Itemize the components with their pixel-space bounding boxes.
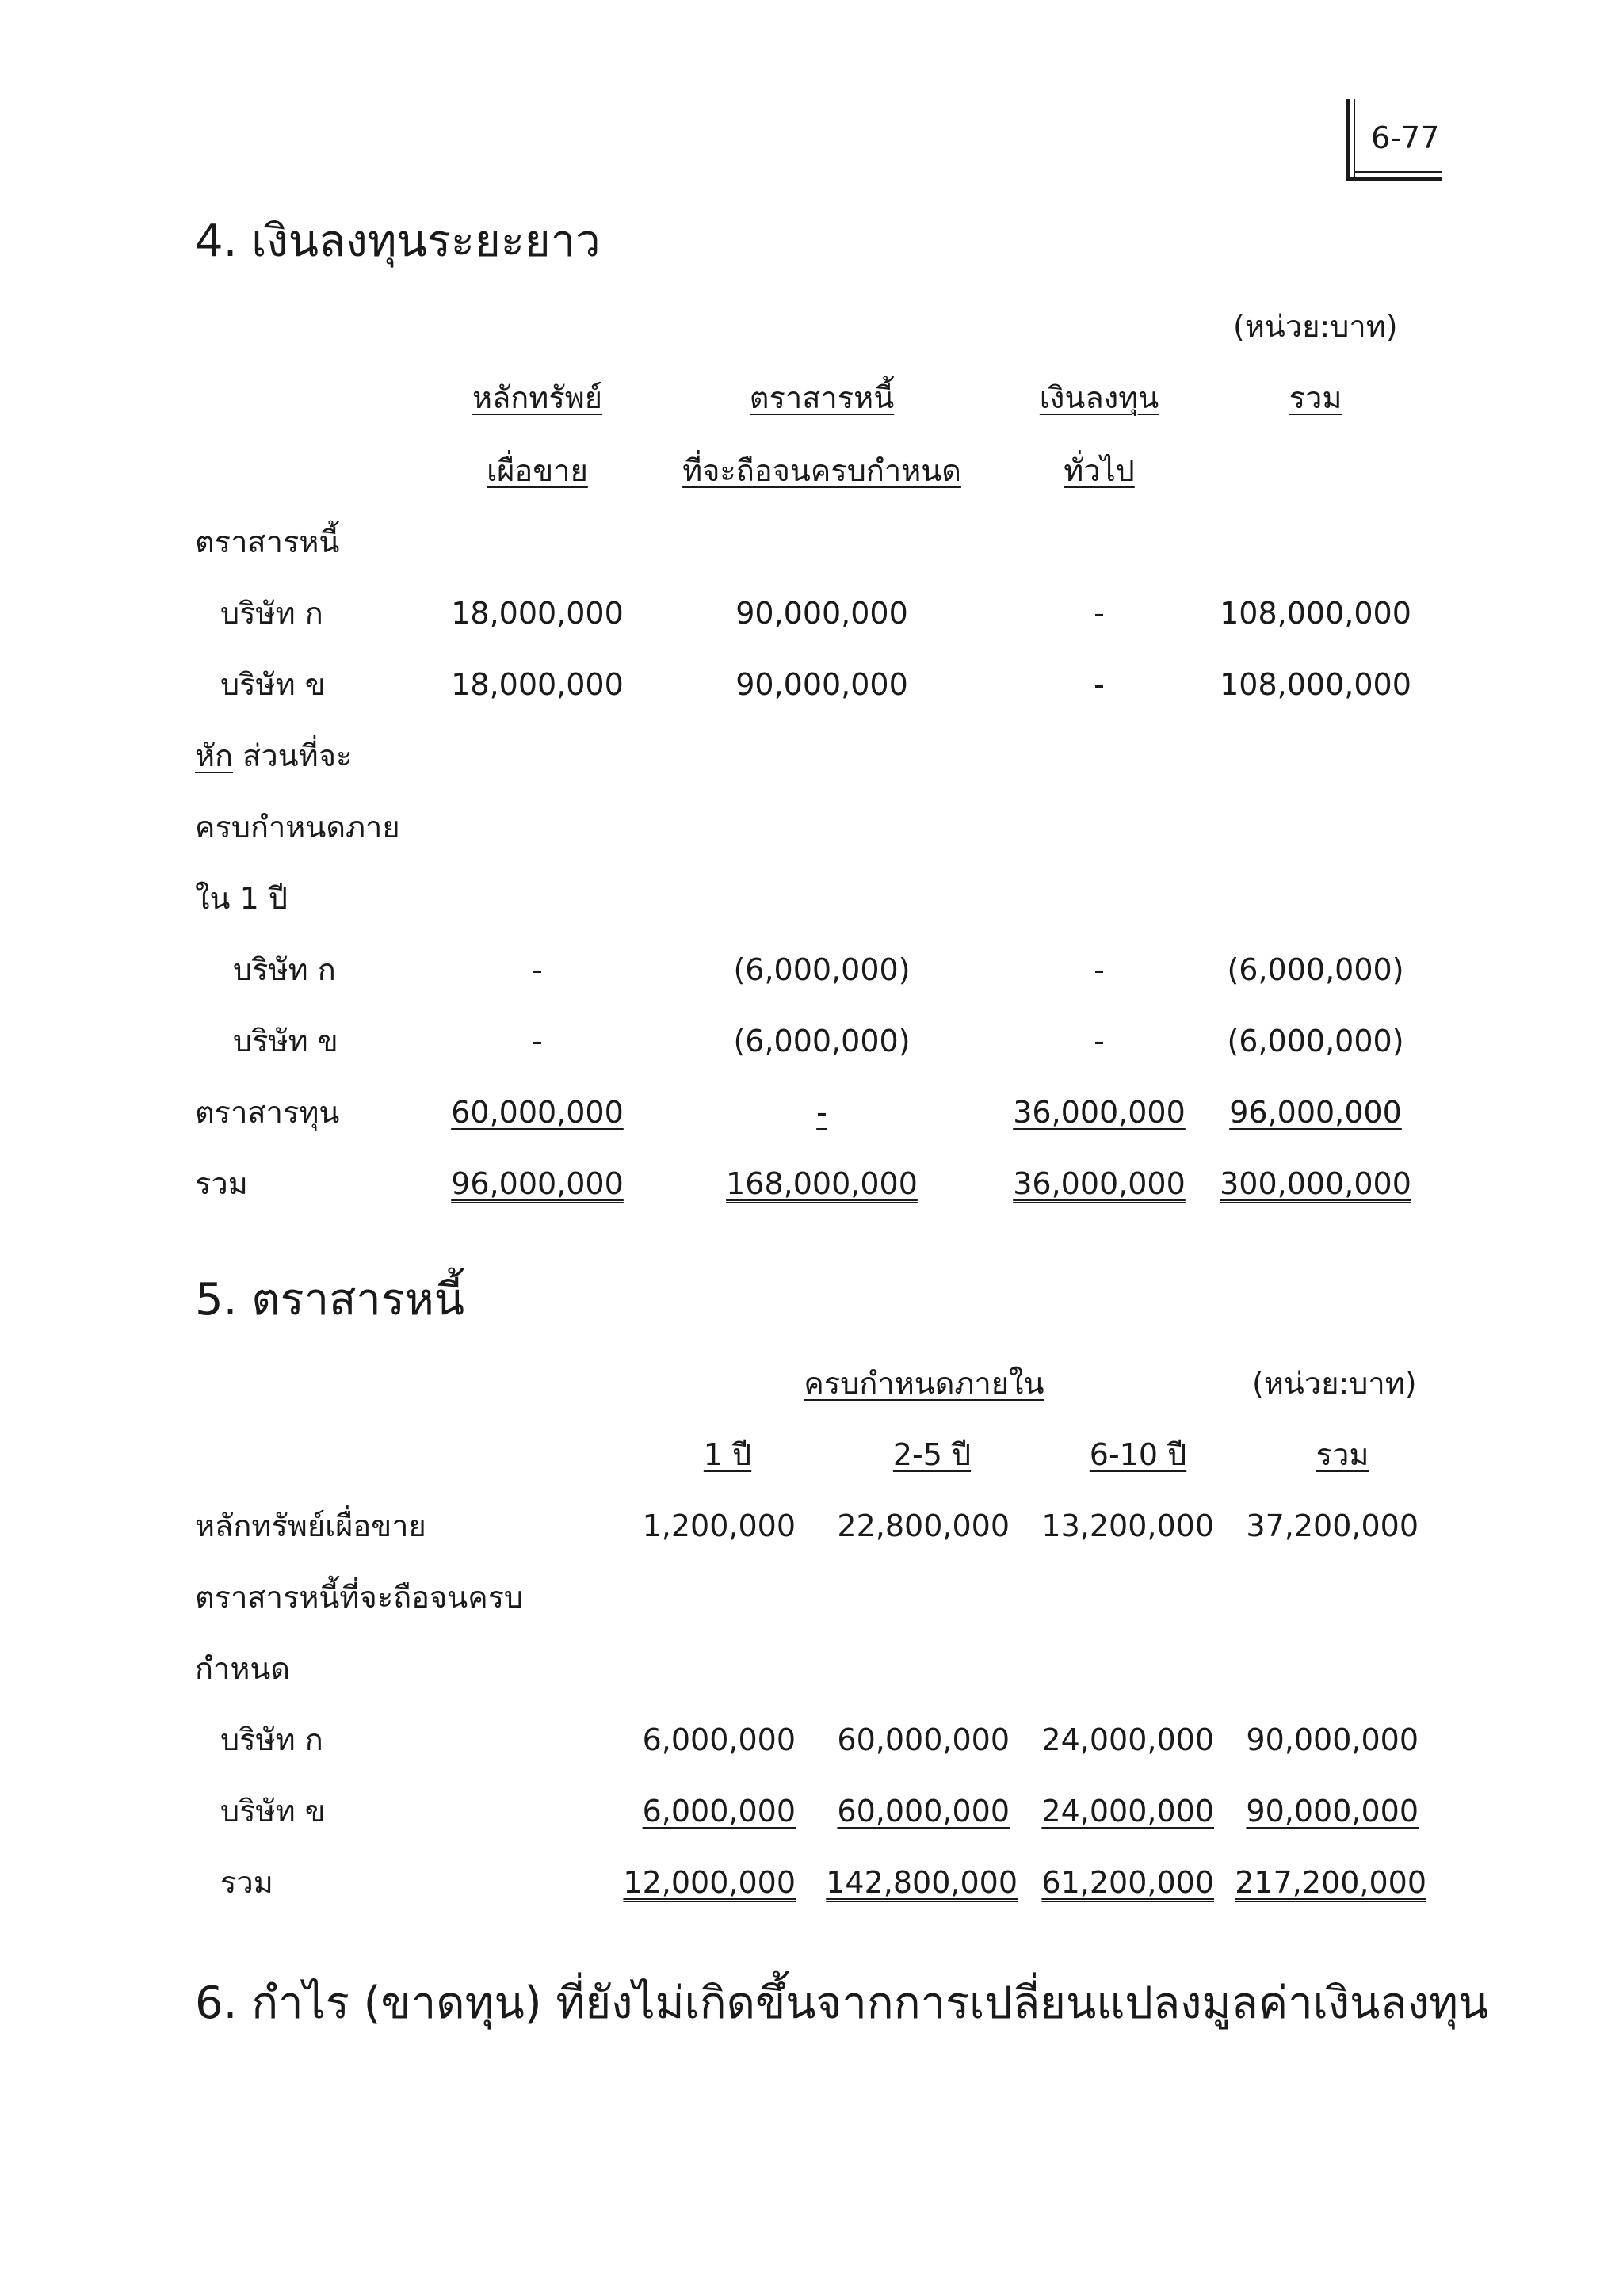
cell: 61,200,000 (1041, 1865, 1214, 1900)
s4-less-line3: ใน 1 ปี (195, 881, 288, 916)
section-4-title: 4. เงินลงทุนระยะยาว (195, 215, 601, 267)
s4-less-label (195, 737, 352, 775)
cell: 60,000,000 (451, 1095, 624, 1130)
cell: 300,000,000 (1220, 1166, 1411, 1201)
cell: (6,000,000) (1227, 1024, 1404, 1058)
row-label: บริษัท ข (220, 667, 326, 702)
section-4-unit: (หน่วย:บาท) (1233, 309, 1398, 344)
section-5-unit: (หน่วย:บาท) (1252, 1366, 1417, 1401)
cell: 24,000,000 (1041, 1794, 1214, 1829)
cell: 6,000,000 (642, 1794, 796, 1829)
cell: 90,000,000 (735, 596, 908, 631)
s4-col3-header-line1: เงินลงทุน (1039, 380, 1159, 415)
cell: 96,000,000 (451, 1166, 624, 1201)
cell: (6,000,000) (733, 952, 911, 987)
cell: 142,800,000 (826, 1865, 1018, 1900)
s5-col2-header: 2-5 ปี (892, 1437, 972, 1472)
cell: 1,200,000 (642, 1508, 796, 1543)
cell: - (816, 1095, 827, 1130)
cell: - (532, 952, 543, 987)
s4-col1-header-line1: หลักทรัพย์ (472, 380, 603, 415)
s5-htm-line2: กำหนด (195, 1651, 291, 1686)
row-label: ตราสารทุน (195, 1095, 340, 1130)
cell: 108,000,000 (1220, 667, 1411, 702)
row-label: บริษัท ก (233, 952, 336, 987)
row-label: รวม (195, 1166, 248, 1201)
cell: (6,000,000) (733, 1024, 911, 1058)
cell: 36,000,000 (1013, 1095, 1186, 1130)
cell: - (1094, 952, 1105, 987)
s5-htm-line1: ตราสารหนี้ที่จะถือจนครบ (195, 1580, 524, 1615)
cell: 12,000,000 (623, 1865, 796, 1900)
s4-col3-header-line2: ทั่วไป (1064, 453, 1135, 488)
cell: 60,000,000 (837, 1794, 1010, 1829)
s4-col1-header-line2: เผื่อขาย (487, 453, 588, 488)
cell: 108,000,000 (1220, 596, 1411, 631)
s5-group-header: ครบกำหนดภายใน (804, 1366, 1044, 1401)
row-label: หลักทรัพย์เผื่อขาย (195, 1508, 426, 1543)
cell: 96,000,000 (1229, 1095, 1402, 1130)
cell: - (1094, 667, 1105, 702)
page-number: 6-77 (1371, 120, 1440, 155)
row-label: บริษัท ก (220, 1722, 323, 1757)
s4-col2-header-line2: ที่จะถือจนครบกำหนด (682, 453, 961, 488)
s4-col4-header-line1: รวม (1289, 380, 1342, 415)
row-label: บริษัท ข (233, 1024, 338, 1058)
less-rest: ส่วนที่จะ (233, 738, 353, 773)
s5-col4-header: รวม (1316, 1437, 1369, 1472)
cell: 90,000,000 (1246, 1794, 1419, 1829)
row-label: บริษัท ก (220, 596, 323, 631)
row-label: บริษัท ข (220, 1794, 326, 1829)
cell: 60,000,000 (837, 1722, 1010, 1757)
cell: 22,800,000 (837, 1508, 1010, 1543)
cell: - (1094, 1024, 1105, 1058)
cell: 90,000,000 (735, 667, 908, 702)
cell: (6,000,000) (1227, 952, 1404, 987)
cell: 18,000,000 (451, 596, 624, 631)
row-label: รวม (220, 1865, 273, 1900)
cell: 168,000,000 (726, 1166, 918, 1201)
cell: 24,000,000 (1041, 1722, 1214, 1757)
s5-col1-header: 1 ปี (703, 1437, 752, 1472)
s4-col2-header-line1: ตราสารหนี้ (749, 380, 895, 415)
section-5-title: 5. ตราสารหนี้ (195, 1274, 465, 1325)
cell: 37,200,000 (1246, 1508, 1419, 1543)
s5-col3-header: 6-10 ปี (1089, 1437, 1187, 1472)
cell: 18,000,000 (451, 667, 624, 702)
cell: 36,000,000 (1013, 1166, 1186, 1201)
less-word: หัก (195, 738, 234, 773)
cell: 6,000,000 (642, 1722, 796, 1757)
cell: - (1094, 596, 1105, 631)
cell: 13,200,000 (1041, 1508, 1214, 1543)
s4-less-line2: ครบกำหนดภาย (195, 810, 400, 845)
cell: 217,200,000 (1235, 1865, 1426, 1900)
s4-debt-label: ตราสารหนี้ (195, 524, 340, 559)
cell: 90,000,000 (1246, 1722, 1419, 1757)
section-6-title: 6. กำไร (ขาดทุน) ที่ยังไม่เกิดขึ้นจากการเปลี่ยนแปลงมูลค่าเงินลงทุน (195, 1978, 1489, 2029)
cell: - (532, 1024, 543, 1058)
